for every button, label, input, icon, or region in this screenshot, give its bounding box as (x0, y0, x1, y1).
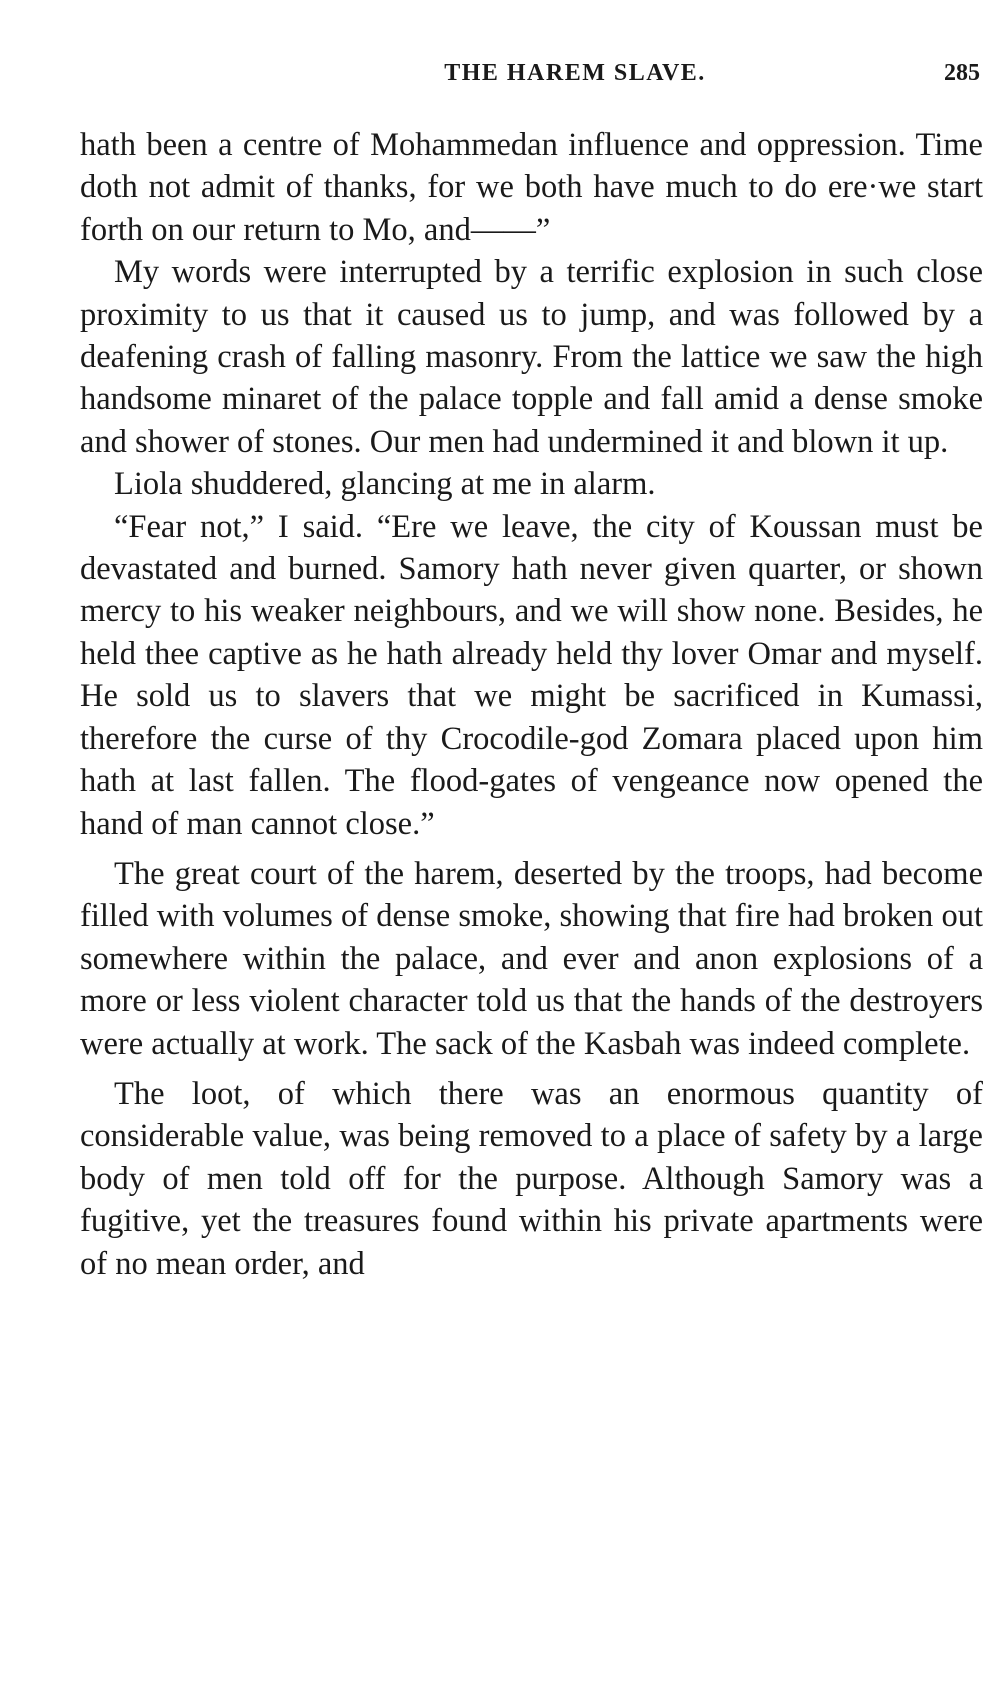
page-number: 285 (944, 60, 980, 86)
paragraph: Liola shuddered, glancing at me in alarm. (114, 466, 656, 503)
body-text (80, 124, 983, 1285)
paragraph: “Fear not,” I said. “Ere we leave, the city of Koussan must be devastated and burned. Samory hath never given quarter, or shown mercy to his weaker neighbours, and we will show none. Besides, he held thee captive as he hath already held thy lover Omar and myself. He sold us to slavers that we might be sacrificed in Kumassi, therefore the curse of thy Crocodile-god Zomara placed upon him hath at last fallen. The flood-gates of vengeance now opened the hand of man cannot close.” (80, 508, 983, 842)
running-header (80, 60, 980, 100)
paragraph-continuation: hath been a centre of Mohammedan influence and oppression. Time doth not admit of thanks, for we both have much to do ere·we start forth on our return to Mo, and——” (80, 127, 983, 248)
running-title: THE HAREM SLAVE. (444, 60, 706, 86)
paragraph: The loot, of which there was an enormous quantity of considerable value, was being removed to a place of safety by a large body of men told off for the purpose. Although Samory was a fugitive, yet the treasures found within his private apartments were of no mean order, and (80, 1075, 983, 1282)
paragraph: The great court of the harem, deserted by the troops, had become filled with volumes of dense smoke, showing that fire had broken out somewhere within the palace, and ever and anon explosions of a more or less violent character told us that the hands of the destroyers were actually at work. The sack of the Kasbah was indeed complete. (80, 855, 983, 1062)
paragraph: My words were interrupted by a terrific explosion in such close proximity to us that it caused us to jump, and was followed by a deafening crash of falling masonry. From the lattice we saw the high handsome minaret of the palace topple and fall amid a dense smoke and shower of stones. Our men had undermined it and blown it up. (80, 254, 983, 460)
